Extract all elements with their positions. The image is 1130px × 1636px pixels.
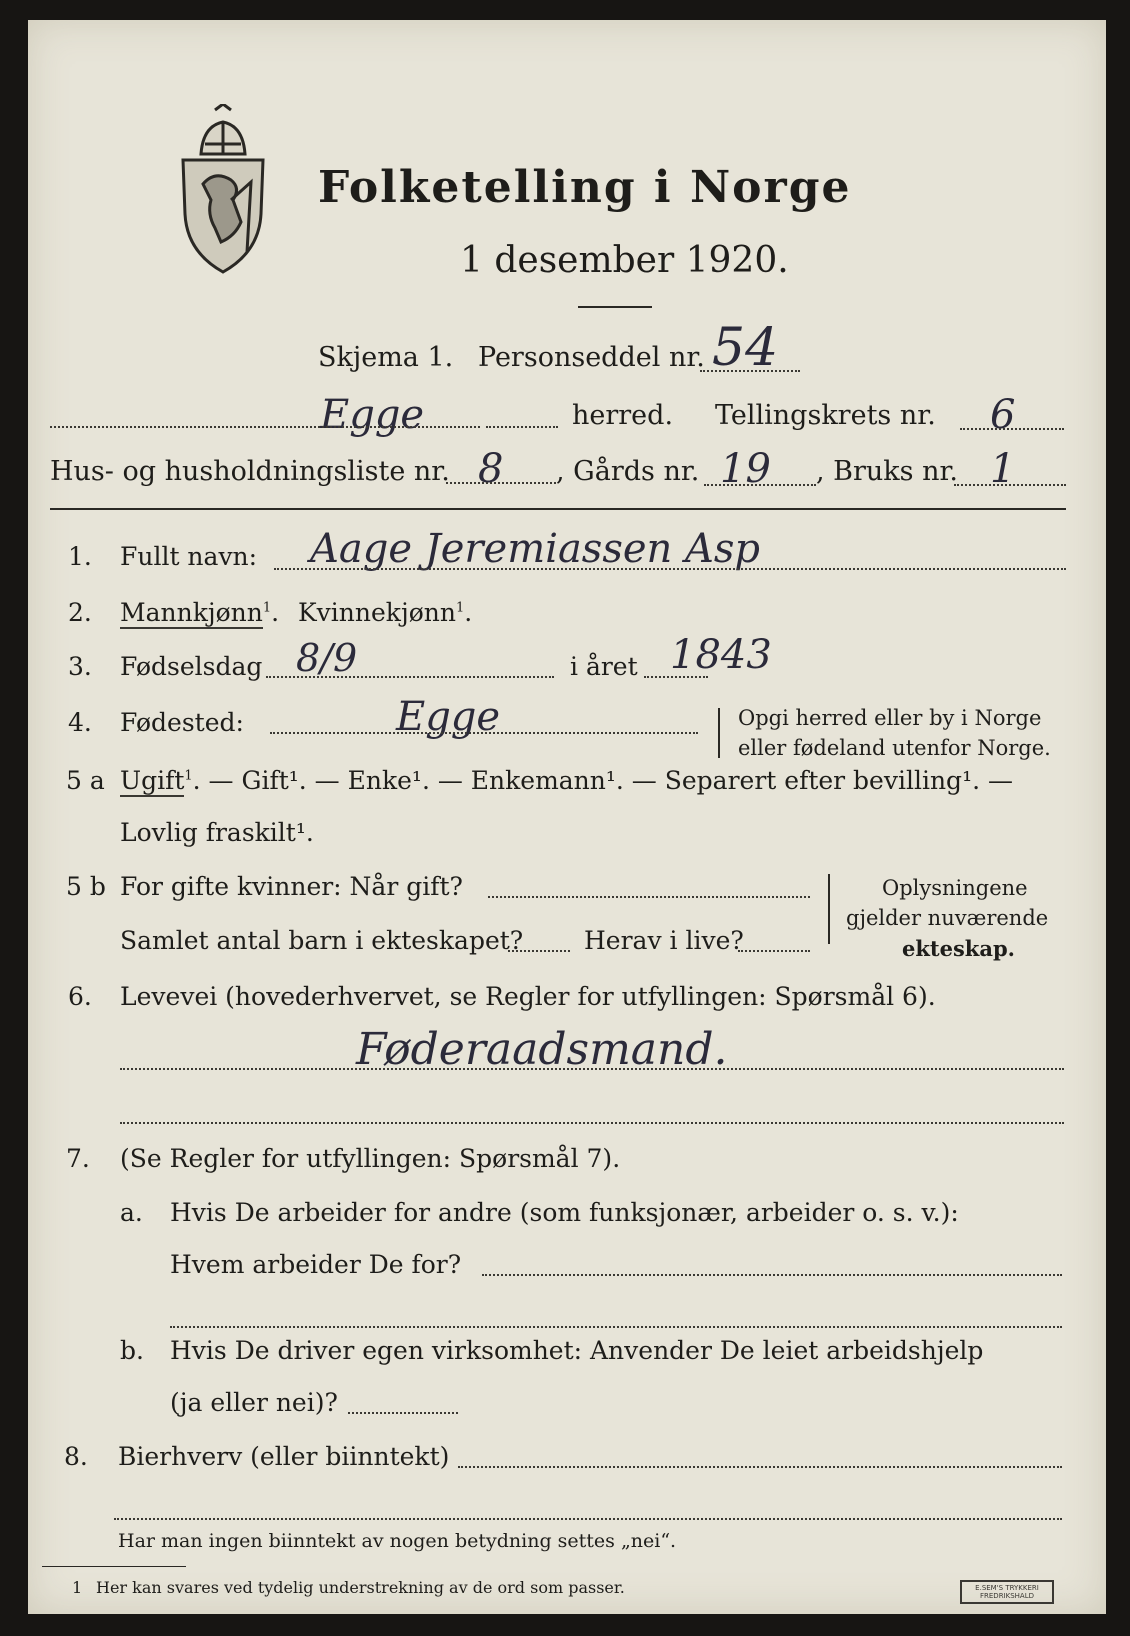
gender-option-male[interactable]: Mannkjønn$^1$. <box>120 598 280 627</box>
marriage-note-brace <box>828 874 830 944</box>
title-divider <box>578 306 652 308</box>
occupation-label: Levevei (hovederhvervet, se Regler for utfyllingen: Spørsmål 6). <box>120 982 936 1011</box>
marital-status-ugift: Ugift <box>120 766 185 795</box>
gards-label: , Gårds nr. <box>556 456 700 487</box>
occupation-value[interactable]: Føderaadsmand. <box>356 1024 728 1075</box>
children-count-line <box>508 950 570 952</box>
q5a-number: 5 a <box>66 766 105 795</box>
q3-number: 3. <box>68 652 92 681</box>
birthplace-note-line1: Opgi herred eller by i Norge <box>738 706 1042 730</box>
printer-stamp-line2: FREDRIKSHALD <box>979 1592 1034 1600</box>
side-income-line-1 <box>458 1466 1062 1468</box>
birthplace-value[interactable]: Egge <box>396 694 501 740</box>
own-business-label: Hvis De driver egen virksomhet: Anvender De leiet arbeidshjelp <box>170 1336 984 1365</box>
marital-status-others: . — Gift¹. — Enke¹. — Enkemann¹. — Separert efter bevilling¹. — <box>192 766 1013 795</box>
hired-help-label: (ja eller nei)? <box>170 1388 338 1417</box>
side-income-label: Bierhverv (eller biinntekt) <box>118 1442 450 1471</box>
tellingskrets-line <box>960 428 1064 430</box>
gender-male-label: Mannkjønn <box>120 598 263 627</box>
q4-number: 4. <box>68 708 92 737</box>
q1-label: Fullt navn: <box>120 542 258 571</box>
marriage-note-line1: Oplysningene <box>882 876 1028 900</box>
footnote-rule <box>42 1566 186 1567</box>
footnote-text: Her kan svares ved tydelig understrekning av de ord som passer. <box>96 1578 625 1597</box>
q5b-number: 5 b <box>66 872 106 901</box>
gender-option-female[interactable]: Kvinnekjønn$^1$. <box>298 598 473 627</box>
marriage-note-line2: gjelder nuværende <box>846 906 1049 930</box>
side-income-note: Har man ingen biinntekt av nogen betydning settes „nei“. <box>118 1530 677 1552</box>
footnote-number: 1 <box>72 1578 83 1597</box>
birthplace-note-brace <box>718 708 720 758</box>
personseddel-line <box>700 370 800 372</box>
bruks-line <box>954 484 1066 486</box>
form-title: Folketelling i Norge <box>318 162 852 213</box>
q2-number: 2. <box>68 598 92 627</box>
employer-line-2 <box>170 1326 1062 1328</box>
married-when-label: For gifte kvinner: Når gift? <box>120 872 463 901</box>
q7b-letter: b. <box>120 1336 144 1365</box>
herred-value[interactable]: Egge <box>320 392 425 438</box>
personseddel-label: Personseddel nr. <box>478 342 705 373</box>
employer-label: Hvem arbeider De for? <box>170 1250 462 1279</box>
occupation-line-2 <box>120 1122 1064 1124</box>
q7a-letter: a. <box>120 1198 143 1227</box>
herred-label: herred. <box>572 400 674 431</box>
marital-status-fraskilt[interactable]: Lovlig fraskilt¹. <box>120 818 314 847</box>
herred-line-2 <box>486 426 558 428</box>
tellingskrets-value[interactable]: 6 <box>990 392 1016 438</box>
children-alive-line <box>738 950 810 952</box>
herred-line <box>50 426 480 428</box>
tellingskrets-label: Tellingskrets nr. <box>715 400 936 431</box>
schema-label: Skjema 1. <box>318 342 454 373</box>
q7-number: 7. <box>66 1144 90 1173</box>
children-alive-label: Herav i live? <box>584 926 744 955</box>
occupation-line-1 <box>120 1068 1064 1070</box>
marriage-note-line3: ekteskap. <box>902 936 1015 961</box>
full-name-value[interactable]: Aage Jeremiassen Asp <box>310 526 761 572</box>
printer-stamp <box>960 1580 1054 1604</box>
birthyear-value[interactable]: 1843 <box>670 632 772 678</box>
personseddel-value[interactable]: 54 <box>712 318 779 378</box>
children-count-label: Samlet antal barn i ekteskapet? <box>120 926 524 955</box>
employer-line-1 <box>482 1274 1062 1276</box>
husliste-label: Hus- og husholdningsliste nr. <box>50 456 450 487</box>
married-when-line <box>488 896 810 898</box>
side-income-line-2 <box>114 1518 1062 1520</box>
birthyear-label: i året <box>570 652 638 681</box>
header-rule <box>50 508 1066 510</box>
birthdate-label: Fødselsdag <box>120 652 263 681</box>
marital-status-ugift-footnote-mark: 1 <box>184 768 193 784</box>
gards-line <box>704 484 816 486</box>
birthplace-line <box>270 732 698 734</box>
gards-value[interactable]: 19 <box>720 446 771 492</box>
coat-of-arms-icon <box>175 104 271 274</box>
census-date: 1 desember 1920. <box>460 240 789 281</box>
birthdate-line <box>266 676 554 678</box>
full-name-line <box>274 568 1066 570</box>
employer-intro-label: Hvis De arbeider for andre (som funksjonær, arbeider o. s. v.): <box>170 1198 959 1227</box>
bruks-value[interactable]: 1 <box>990 446 1016 492</box>
birthplace-label: Fødested: <box>120 708 244 737</box>
printer-stamp-line1: E.SEM'S TRYKKERI <box>975 1584 1039 1592</box>
q8-number: 8. <box>64 1442 88 1471</box>
q1-number: 1. <box>68 542 92 571</box>
husliste-value[interactable]: 8 <box>478 446 504 492</box>
bruks-label: , Bruks nr. <box>816 456 959 487</box>
gender-female-label: Kvinnekjønn <box>298 598 456 627</box>
husliste-line <box>446 482 556 484</box>
gender-female-footnote-mark: 1 <box>455 600 465 616</box>
q7-label: (Se Regler for utfyllingen: Spørsmål 7). <box>120 1144 621 1173</box>
marital-status-options[interactable] <box>120 766 1013 795</box>
hired-help-line <box>348 1412 458 1414</box>
q6-number: 6. <box>68 982 92 1011</box>
birthdate-value[interactable]: 8/9 <box>296 636 358 680</box>
birthplace-note-line2: eller fødeland utenfor Norge. <box>738 736 1051 760</box>
birthyear-line <box>644 676 708 678</box>
gender-male-footnote-mark: 1 <box>262 600 272 616</box>
